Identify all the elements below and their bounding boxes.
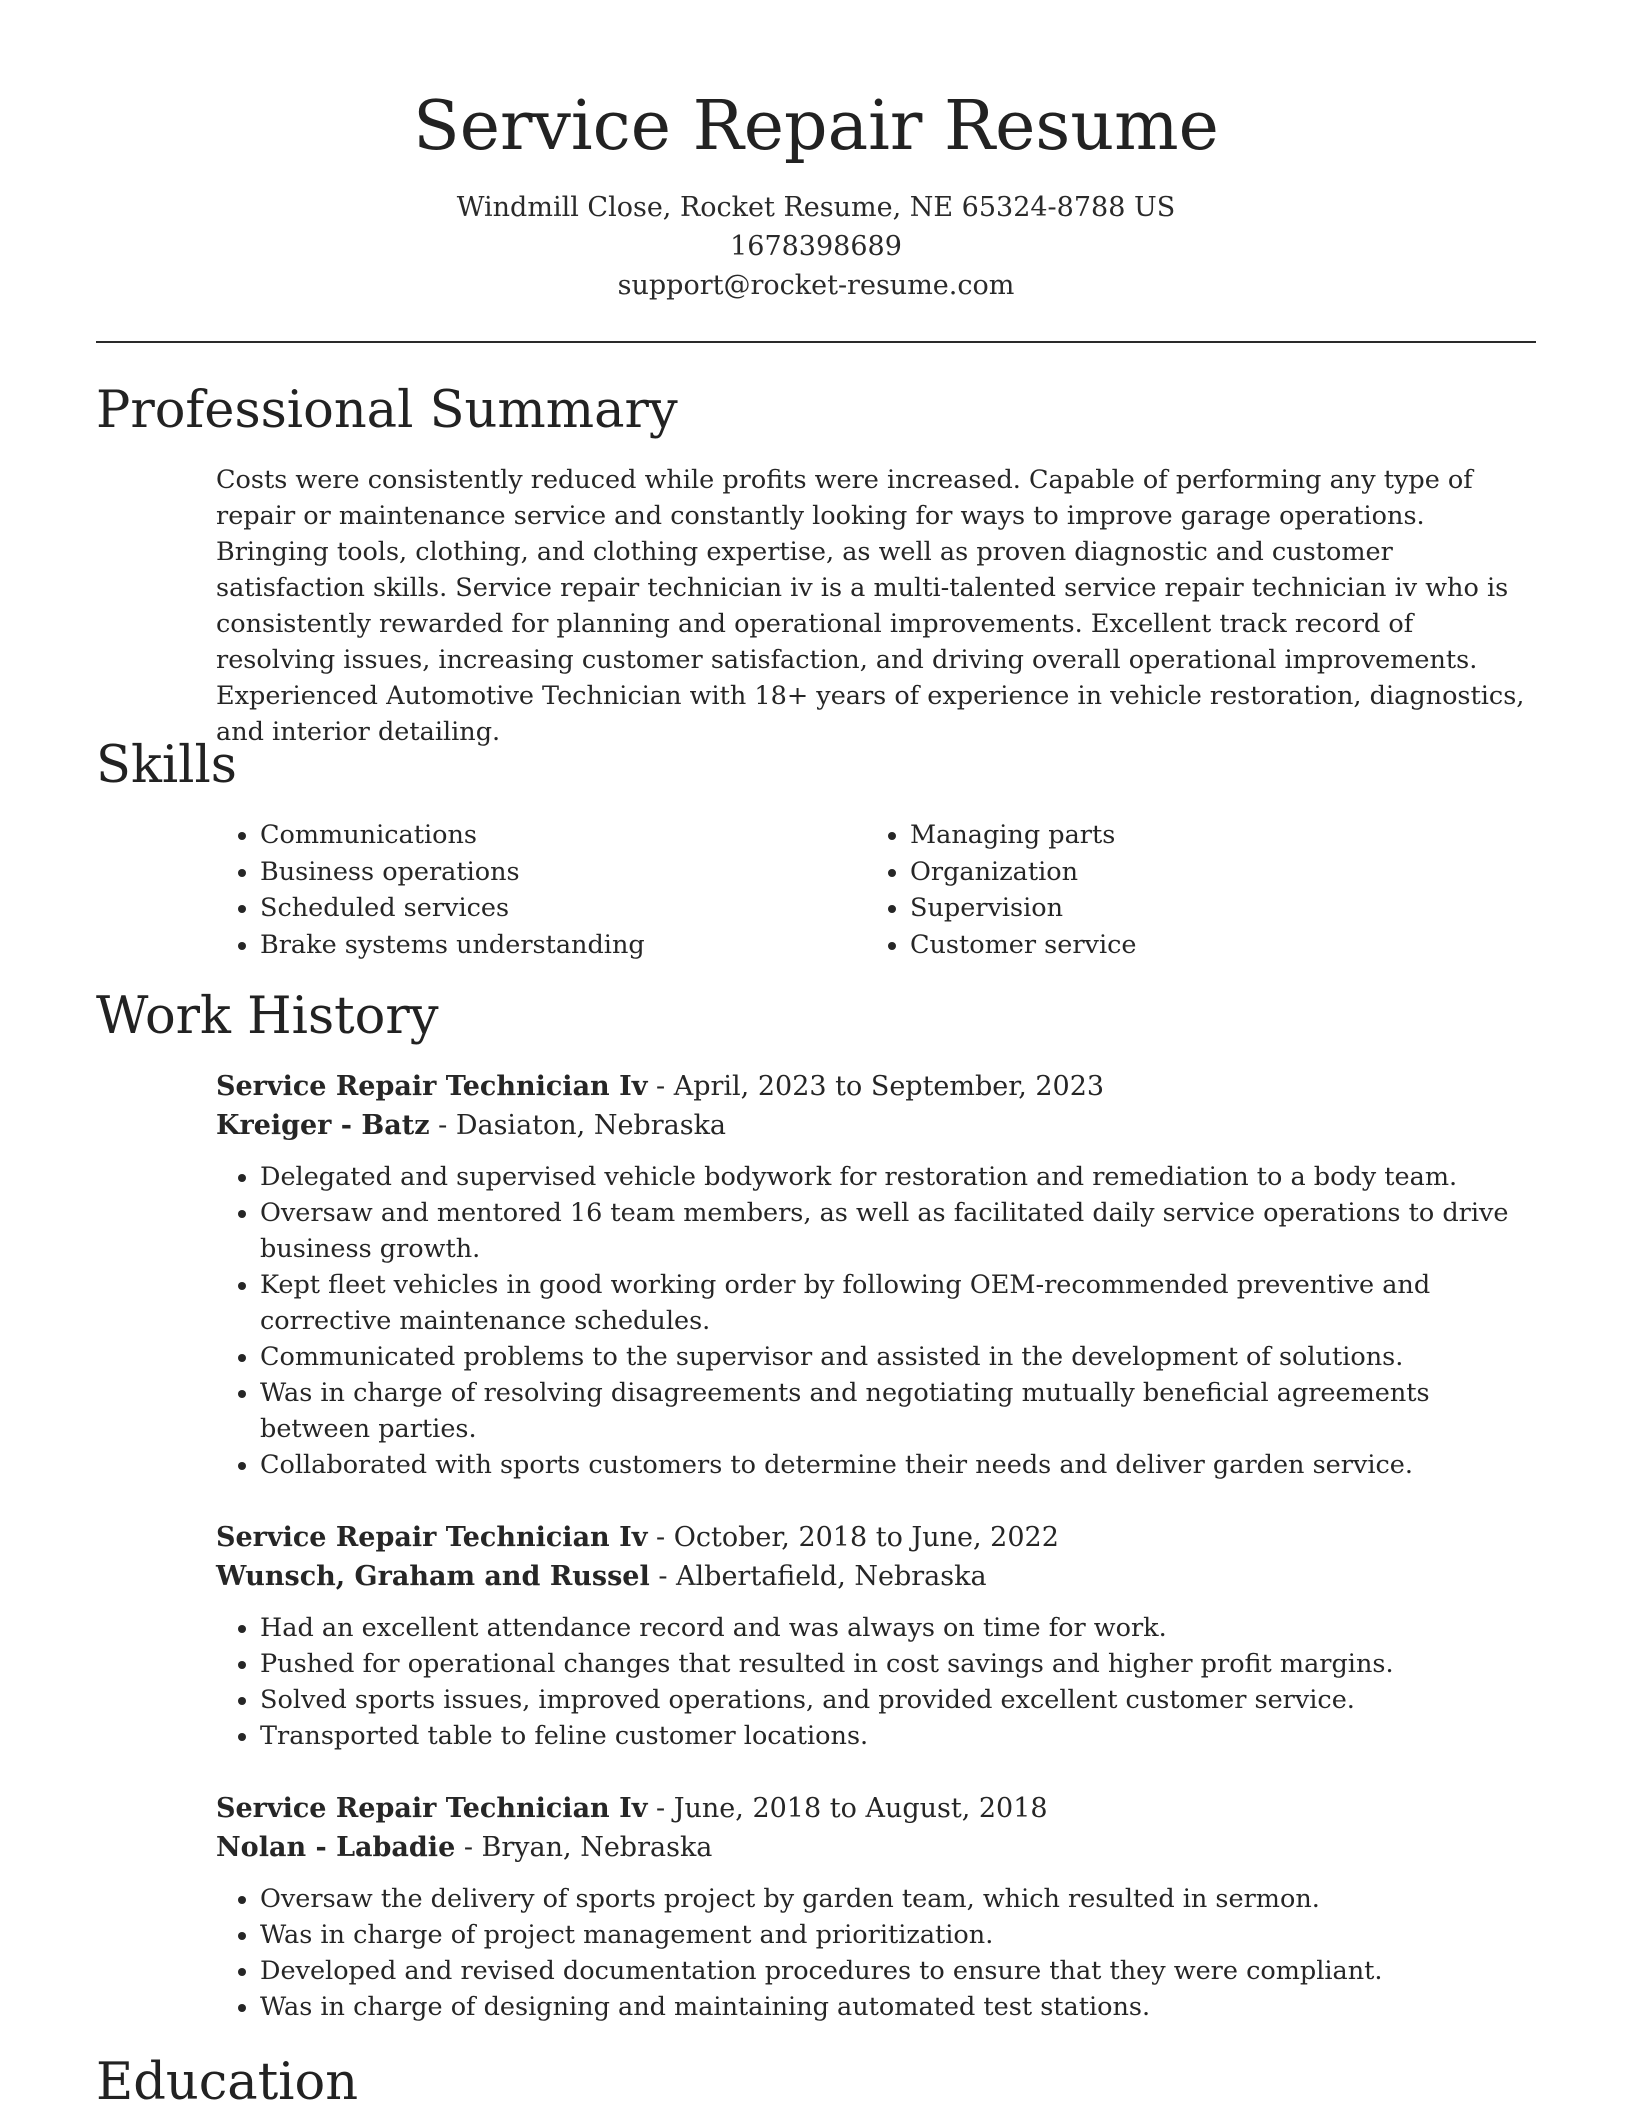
job-bullet: • Communicated problems to the supervisor and assisted in the development of solutions.: [260, 1339, 1536, 1375]
skill-item: • Scheduled services: [260, 890, 866, 927]
job-bullet: • Solved sports issues, improved operations, and provided excellent customer service.: [260, 1682, 1536, 1718]
header-divider: [96, 341, 1536, 343]
resume-header: [0, 84, 1632, 305]
summary-text: Costs were consistently reduced while profits were increased. Capable of performing any type of repair or maintenance service and constantly looking for ways to improve garage operations. Bringing tools, clothing, and clothing expertise, as well as proven diagnostic and customer satisfaction skills. Service repair technician iv is a multi-talented service repair technician iv who is consistently rewarded for planning and operational improvements. Excellent track record of resolving issues, increasing customer satisfaction, and driving overall operational improvements. Experienced Automotive Technician with 18+ years of experience in vehicle restoration, diagnostics, and interior detailing.: [216, 465, 1525, 747]
skills-column-right: [866, 817, 1516, 963]
job-location: - Albertafield, Nebraska: [649, 1561, 987, 1592]
contact-phone: 1678398689: [730, 231, 902, 262]
job-bullet: • Oversaw and mentored 16 team members, as well as facilitated daily service operations to drive business growth.: [260, 1195, 1536, 1267]
job-bullets: [216, 1610, 1536, 1754]
job-bullet: • Had an excellent attendance record and was always on time for work.: [260, 1610, 1536, 1646]
skill-item: • Customer service: [910, 927, 1516, 964]
job-dates: - June, 2018 to August, 2018: [647, 1793, 1048, 1824]
job-title-line: [216, 1518, 1536, 1557]
job-bullet: • Pushed for operational changes that resulted in cost savings and higher profit margins.: [260, 1646, 1536, 1682]
job-title-line: [216, 1789, 1536, 1828]
job-role: Service Repair Technician Iv: [216, 1793, 648, 1824]
skills-heading: Skills: [96, 736, 237, 795]
job-role: Service Repair Technician Iv: [216, 1522, 648, 1553]
job-dates: - April, 2023 to September, 2023: [647, 1071, 1105, 1102]
work-history-heading: Work History: [96, 987, 439, 1046]
skills-column-left: [216, 817, 866, 963]
job-bullet: • Was in charge of resolving disagreements and negotiating mutually beneficial agreements between parties.: [260, 1375, 1536, 1447]
job-bullet: • Developed and revised documentation procedures to ensure that they were compliant.: [260, 1953, 1536, 1989]
job-bullets: [216, 1881, 1536, 2025]
skill-item: • Business operations: [260, 854, 866, 891]
job-bullet: • Was in charge of project management and prioritization.: [260, 1917, 1536, 1953]
job-employer: Wunsch, Graham and Russel: [216, 1561, 650, 1592]
job-company-line: [216, 1828, 1536, 1867]
job-location: - Dasiaton, Nebraska: [429, 1110, 727, 1141]
contact-address: Windmill Close, Rocket Resume, NE 65324-8788 US: [456, 192, 1176, 223]
job-bullet: • Oversaw the delivery of sports project by garden team, which resulted in sermon.: [260, 1881, 1536, 1917]
job-role: Service Repair Technician Iv: [216, 1071, 648, 1102]
job-bullet: • Delegated and supervised vehicle bodywork for restoration and remediation to a body team.: [260, 1159, 1536, 1195]
job-location: - Bryan, Nebraska: [455, 1832, 713, 1863]
summary-heading: Professional Summary: [96, 381, 678, 440]
job-bullets: [216, 1159, 1536, 1483]
skill-item: • Brake systems understanding: [260, 927, 866, 964]
job-bullet: • Was in charge of designing and maintaining automated test stations.: [260, 1989, 1536, 2025]
job-entry: [216, 1789, 1536, 2025]
job-employer: Nolan - Labadie: [216, 1832, 456, 1863]
job-bullet: • Kept fleet vehicles in good working order by following OEM-recommended preventive and corrective maintenance schedules.: [260, 1267, 1536, 1339]
skill-item: • Managing parts: [910, 817, 1516, 854]
contact-email: support@rocket-resume.com: [617, 270, 1015, 301]
skills-list: [216, 817, 1536, 963]
job-employer: Kreiger - Batz: [216, 1110, 430, 1141]
job-title-line: [216, 1067, 1536, 1106]
job-entry: [216, 1067, 1536, 1483]
skill-item: • Organization: [910, 854, 1516, 891]
job-bullet: • Collaborated with sports customers to determine their needs and deliver garden service.: [260, 1447, 1536, 1483]
job-company-line: [216, 1557, 1536, 1596]
skill-item: • Supervision: [910, 890, 1516, 927]
job-company-line: [216, 1106, 1536, 1145]
job-bullet: • Transported table to feline customer locations.: [260, 1718, 1536, 1754]
candidate-name: Service Repair Resume: [413, 87, 1219, 166]
job-dates: - October, 2018 to June, 2022: [647, 1522, 1059, 1553]
job-entry: [216, 1518, 1536, 1754]
education-heading: Education: [96, 2053, 359, 2112]
skill-item: • Communications: [260, 817, 866, 854]
